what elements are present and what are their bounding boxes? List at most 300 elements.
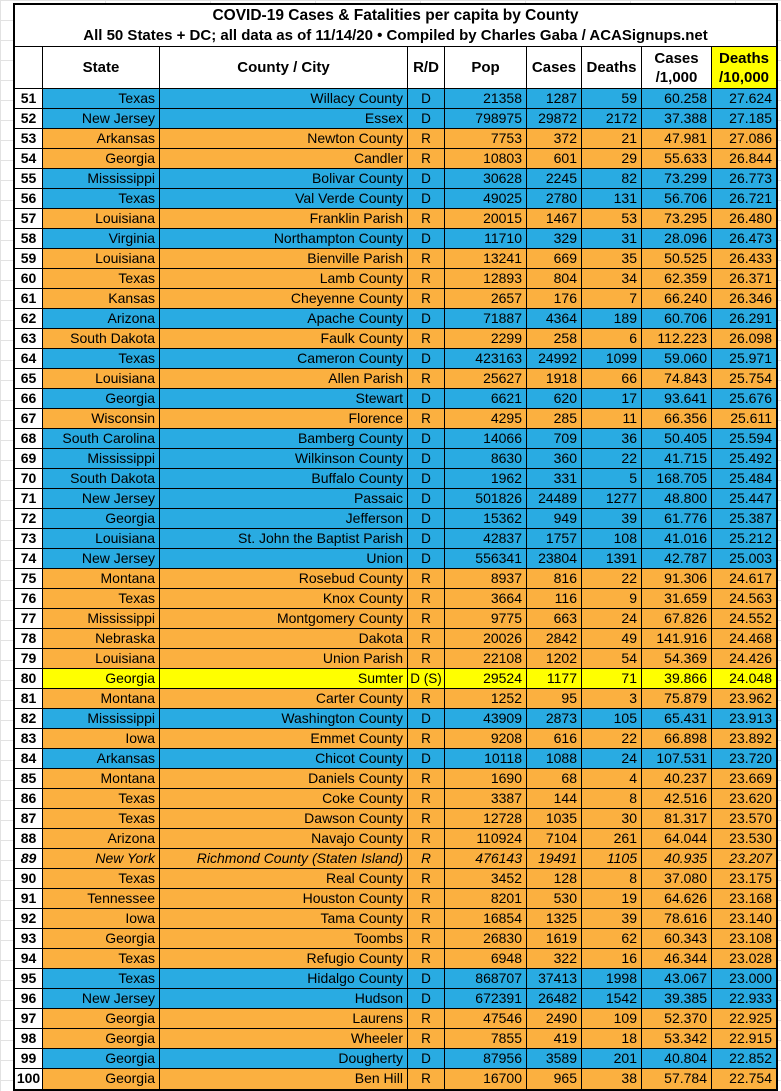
cases-cell: 616 — [527, 729, 582, 749]
row-number-cell: 78 — [15, 629, 43, 649]
row-number-cell: 74 — [15, 549, 43, 569]
state-cell: Texas — [43, 949, 160, 969]
row-number-cell: 58 — [15, 229, 43, 249]
cases-per-1000-cell: 47.981 — [642, 129, 712, 149]
county-cell: Real County — [160, 869, 408, 889]
pop-cell: 12728 — [445, 809, 527, 829]
county-cell: Willacy County — [160, 89, 408, 109]
deaths-per-10000-cell: 26.480 — [712, 209, 776, 229]
pop-cell: 6621 — [445, 389, 527, 409]
state-cell: South Dakota — [43, 469, 160, 489]
pop-cell: 30628 — [445, 169, 527, 189]
row-number-cell: 65 — [15, 369, 43, 389]
cases-cell: 1202 — [527, 649, 582, 669]
county-cell: Laurens — [160, 1009, 408, 1029]
party-cell: D — [408, 189, 445, 209]
table-row — [15, 369, 776, 389]
party-cell: D — [408, 749, 445, 769]
party-cell: D — [408, 709, 445, 729]
county-cell: Knox County — [160, 589, 408, 609]
cases-per-1000-cell: 75.879 — [642, 689, 712, 709]
pop-cell: 13241 — [445, 249, 527, 269]
pop-cell: 12893 — [445, 269, 527, 289]
table-row — [15, 969, 776, 989]
county-cell: Dougherty — [160, 1049, 408, 1069]
party-cell: D — [408, 989, 445, 1009]
party-cell: D — [408, 489, 445, 509]
cases-cell: 2245 — [527, 169, 582, 189]
row-number-cell: 75 — [15, 569, 43, 589]
party-cell: D (S) — [408, 669, 445, 689]
cases-cell: 360 — [527, 449, 582, 469]
table-row — [15, 109, 776, 129]
pop-cell: 4295 — [445, 409, 527, 429]
party-cell: D — [408, 549, 445, 569]
cases-cell: 322 — [527, 949, 582, 969]
state-cell: Georgia — [43, 149, 160, 169]
deaths-cell: 2172 — [582, 109, 642, 129]
cases-cell: 37413 — [527, 969, 582, 989]
county-cell: St. John the Baptist Parish — [160, 529, 408, 549]
deaths-cell: 31 — [582, 229, 642, 249]
cases-per-1000-cell: 66.356 — [642, 409, 712, 429]
cases-per-1000-cell: 40.935 — [642, 849, 712, 869]
deaths-cell: 30 — [582, 809, 642, 829]
cases-per-1000-cell: 54.369 — [642, 649, 712, 669]
table-row — [15, 589, 776, 609]
deaths-per-10000-cell: 23.570 — [712, 809, 776, 829]
table-row — [15, 89, 776, 109]
county-cell: Dakota — [160, 629, 408, 649]
cases-cell: 258 — [527, 329, 582, 349]
cases-cell: 29872 — [527, 109, 582, 129]
row-number-cell: 52 — [15, 109, 43, 129]
cases-per-1000-cell: 50.525 — [642, 249, 712, 269]
state-cell: Texas — [43, 269, 160, 289]
pop-cell: 43909 — [445, 709, 527, 729]
cases-cell: 804 — [527, 269, 582, 289]
cases-cell: 24992 — [527, 349, 582, 369]
row-number-cell: 69 — [15, 449, 43, 469]
cases-cell: 7104 — [527, 829, 582, 849]
cases-cell: 372 — [527, 129, 582, 149]
row-number-cell: 68 — [15, 429, 43, 449]
table-row — [15, 709, 776, 729]
county-cell: Hudson — [160, 989, 408, 1009]
table-row — [15, 609, 776, 629]
cases-per-1000-cell: 73.299 — [642, 169, 712, 189]
county-cell: Wheeler — [160, 1029, 408, 1049]
deaths-cell: 22 — [582, 449, 642, 469]
pop-cell: 2657 — [445, 289, 527, 309]
party-cell: R — [408, 369, 445, 389]
deaths-per-10000-cell: 23.168 — [712, 889, 776, 909]
row-number-cell: 91 — [15, 889, 43, 909]
county-cell: Apache County — [160, 309, 408, 329]
header-deaths-per-10000-line1: Deaths — [718, 49, 770, 67]
county-cell: Emmet County — [160, 729, 408, 749]
table-row — [15, 509, 776, 529]
row-number-cell: 76 — [15, 589, 43, 609]
row-number-cell: 96 — [15, 989, 43, 1009]
county-cell: Tama County — [160, 909, 408, 929]
deaths-per-10000-cell: 26.473 — [712, 229, 776, 249]
table-row — [15, 729, 776, 749]
state-cell: Montana — [43, 689, 160, 709]
row-number-cell: 59 — [15, 249, 43, 269]
party-cell: R — [408, 329, 445, 349]
pop-cell: 501826 — [445, 489, 527, 509]
cases-cell: 2780 — [527, 189, 582, 209]
cases-per-1000-cell: 39.866 — [642, 669, 712, 689]
county-cell: Buffalo County — [160, 469, 408, 489]
deaths-per-10000-cell: 22.852 — [712, 1049, 776, 1069]
deaths-per-10000-cell: 25.611 — [712, 409, 776, 429]
deaths-per-10000-cell: 27.624 — [712, 89, 776, 109]
pop-cell: 29524 — [445, 669, 527, 689]
cases-cell: 116 — [527, 589, 582, 609]
deaths-cell: 39 — [582, 909, 642, 929]
cases-per-1000-cell: 42.787 — [642, 549, 712, 569]
pop-cell: 16854 — [445, 909, 527, 929]
table-row — [15, 149, 776, 169]
cases-per-1000-cell: 60.706 — [642, 309, 712, 329]
deaths-per-10000-cell: 23.175 — [712, 869, 776, 889]
county-cell: Val Verde County — [160, 189, 408, 209]
deaths-per-10000-cell: 26.844 — [712, 149, 776, 169]
party-cell: R — [408, 1009, 445, 1029]
party-cell: R — [408, 1069, 445, 1089]
cases-cell: 2842 — [527, 629, 582, 649]
cases-per-1000-cell: 40.237 — [642, 769, 712, 789]
state-cell: Arkansas — [43, 129, 160, 149]
state-cell: Georgia — [43, 1009, 160, 1029]
pop-cell: 6948 — [445, 949, 527, 969]
cases-cell: 1088 — [527, 749, 582, 769]
table-title-box — [15, 5, 776, 47]
deaths-cell: 36 — [582, 429, 642, 449]
deaths-per-10000-cell: 25.492 — [712, 449, 776, 469]
deaths-cell: 3 — [582, 689, 642, 709]
cases-per-1000-cell: 62.359 — [642, 269, 712, 289]
cases-per-1000-cell: 39.385 — [642, 989, 712, 1009]
table-row — [15, 629, 776, 649]
table-row — [15, 529, 776, 549]
pop-cell: 2299 — [445, 329, 527, 349]
deaths-cell: 29 — [582, 149, 642, 169]
row-number-cell: 79 — [15, 649, 43, 669]
deaths-cell: 1542 — [582, 989, 642, 1009]
pop-cell: 20015 — [445, 209, 527, 229]
state-cell: Texas — [43, 969, 160, 989]
header-pop: Pop — [445, 47, 527, 89]
deaths-per-10000-cell: 26.098 — [712, 329, 776, 349]
header-deaths: Deaths — [582, 47, 642, 89]
party-cell: R — [408, 649, 445, 669]
deaths-per-10000-cell: 23.530 — [712, 829, 776, 849]
county-cell: Northampton County — [160, 229, 408, 249]
row-number-cell: 57 — [15, 209, 43, 229]
deaths-per-10000-cell: 23.669 — [712, 769, 776, 789]
cases-cell: 1757 — [527, 529, 582, 549]
deaths-per-10000-cell: 25.484 — [712, 469, 776, 489]
cases-cell: 23804 — [527, 549, 582, 569]
pop-cell: 556341 — [445, 549, 527, 569]
cases-cell: 1467 — [527, 209, 582, 229]
state-cell: Montana — [43, 769, 160, 789]
cases-per-1000-cell: 28.096 — [642, 229, 712, 249]
cases-per-1000-cell: 168.705 — [642, 469, 712, 489]
deaths-per-10000-cell: 23.720 — [712, 749, 776, 769]
cases-cell: 68 — [527, 769, 582, 789]
party-cell: D — [408, 1049, 445, 1069]
cases-per-1000-cell: 31.659 — [642, 589, 712, 609]
row-number-cell: 84 — [15, 749, 43, 769]
row-number-cell: 73 — [15, 529, 43, 549]
deaths-cell: 7 — [582, 289, 642, 309]
county-cell: Dawson County — [160, 809, 408, 829]
deaths-cell: 261 — [582, 829, 642, 849]
party-cell: R — [408, 829, 445, 849]
state-cell: New Jersey — [43, 549, 160, 569]
county-cell: Stewart — [160, 389, 408, 409]
state-cell: Texas — [43, 349, 160, 369]
deaths-per-10000-cell: 26.433 — [712, 249, 776, 269]
party-cell: R — [408, 809, 445, 829]
county-cell: Wilkinson County — [160, 449, 408, 469]
pop-cell: 423163 — [445, 349, 527, 369]
cases-cell: 95 — [527, 689, 582, 709]
cases-per-1000-cell: 61.776 — [642, 509, 712, 529]
row-number-cell: 89 — [15, 849, 43, 869]
cases-per-1000-cell: 81.317 — [642, 809, 712, 829]
party-cell: R — [408, 849, 445, 869]
deaths-cell: 1099 — [582, 349, 642, 369]
county-cell: Cameron County — [160, 349, 408, 369]
table-row — [15, 349, 776, 369]
row-number-cell: 81 — [15, 689, 43, 709]
party-cell: D — [408, 229, 445, 249]
deaths-cell: 39 — [582, 509, 642, 529]
deaths-cell: 131 — [582, 189, 642, 209]
table-row — [15, 949, 776, 969]
party-cell: D — [408, 89, 445, 109]
spreadsheet-table — [13, 3, 778, 1091]
county-cell: Navajo County — [160, 829, 408, 849]
deaths-cell: 71 — [582, 669, 642, 689]
county-cell: Bienville Parish — [160, 249, 408, 269]
row-number-cell: 54 — [15, 149, 43, 169]
row-number-cell: 82 — [15, 709, 43, 729]
state-cell: New York — [43, 849, 160, 869]
party-cell: D — [408, 449, 445, 469]
cases-per-1000-cell: 37.080 — [642, 869, 712, 889]
county-cell: Union Parish — [160, 649, 408, 669]
party-cell: D — [408, 529, 445, 549]
cases-cell: 1035 — [527, 809, 582, 829]
deaths-per-10000-cell: 23.620 — [712, 789, 776, 809]
deaths-cell: 22 — [582, 729, 642, 749]
party-cell: R — [408, 769, 445, 789]
cases-cell: 1177 — [527, 669, 582, 689]
party-cell: D — [408, 969, 445, 989]
deaths-per-10000-cell: 23.028 — [712, 949, 776, 969]
county-cell: Toombs — [160, 929, 408, 949]
party-cell: R — [408, 269, 445, 289]
state-cell: Louisiana — [43, 529, 160, 549]
deaths-per-10000-cell: 25.594 — [712, 429, 776, 449]
cases-per-1000-cell: 46.344 — [642, 949, 712, 969]
cases-per-1000-cell: 50.405 — [642, 429, 712, 449]
pop-cell: 8630 — [445, 449, 527, 469]
table-row — [15, 689, 776, 709]
table-row — [15, 569, 776, 589]
header-cases-per-1000-line1: Cases — [654, 49, 699, 67]
table-row — [15, 549, 776, 569]
table-row — [15, 749, 776, 769]
cases-per-1000-cell: 78.616 — [642, 909, 712, 929]
table-row — [15, 269, 776, 289]
state-cell: Louisiana — [43, 249, 160, 269]
table-row — [15, 929, 776, 949]
party-cell: R — [408, 209, 445, 229]
cases-per-1000-cell: 107.531 — [642, 749, 712, 769]
table-row — [15, 809, 776, 829]
county-cell: Essex — [160, 109, 408, 129]
county-cell: Lamb County — [160, 269, 408, 289]
state-cell: Arkansas — [43, 749, 160, 769]
state-cell: South Carolina — [43, 429, 160, 449]
cases-cell: 285 — [527, 409, 582, 429]
pop-cell: 49025 — [445, 189, 527, 209]
county-cell: Candler — [160, 149, 408, 169]
row-number-cell: 53 — [15, 129, 43, 149]
cases-per-1000-cell: 52.370 — [642, 1009, 712, 1029]
county-cell: Bamberg County — [160, 429, 408, 449]
deaths-per-10000-cell: 23.000 — [712, 969, 776, 989]
cases-per-1000-cell: 42.516 — [642, 789, 712, 809]
county-cell: Richmond County (Staten Island) — [160, 849, 408, 869]
cases-cell: 965 — [527, 1069, 582, 1089]
pop-cell: 15362 — [445, 509, 527, 529]
table-row — [15, 449, 776, 469]
row-number-cell: 87 — [15, 809, 43, 829]
deaths-cell: 11 — [582, 409, 642, 429]
county-cell: Cheyenne County — [160, 289, 408, 309]
deaths-cell: 1105 — [582, 849, 642, 869]
cases-cell: 1325 — [527, 909, 582, 929]
deaths-per-10000-cell: 24.552 — [712, 609, 776, 629]
table-row — [15, 1029, 776, 1049]
header-cases-per-1000-line2: /1,000 — [655, 68, 698, 86]
party-cell: R — [408, 929, 445, 949]
table-row — [15, 909, 776, 929]
header-row-number — [15, 47, 43, 89]
party-cell: D — [408, 389, 445, 409]
party-cell: R — [408, 869, 445, 889]
cases-per-1000-cell: 60.258 — [642, 89, 712, 109]
cases-per-1000-cell: 41.016 — [642, 529, 712, 549]
state-cell: Georgia — [43, 669, 160, 689]
pop-cell: 110924 — [445, 829, 527, 849]
cases-cell: 419 — [527, 1029, 582, 1049]
deaths-per-10000-cell: 22.925 — [712, 1009, 776, 1029]
header-rd: R/D — [408, 47, 445, 89]
pop-cell: 71887 — [445, 309, 527, 329]
table-row — [15, 649, 776, 669]
deaths-per-10000-cell: 26.721 — [712, 189, 776, 209]
pop-cell: 26830 — [445, 929, 527, 949]
deaths-per-10000-cell: 26.371 — [712, 269, 776, 289]
pop-cell: 3387 — [445, 789, 527, 809]
cases-cell: 26482 — [527, 989, 582, 1009]
deaths-per-10000-cell: 25.387 — [712, 509, 776, 529]
deaths-per-10000-cell: 25.754 — [712, 369, 776, 389]
party-cell: D — [408, 309, 445, 329]
deaths-per-10000-cell: 22.754 — [712, 1069, 776, 1089]
cases-per-1000-cell: 64.626 — [642, 889, 712, 909]
deaths-per-10000-cell: 24.468 — [712, 629, 776, 649]
row-number-cell: 90 — [15, 869, 43, 889]
table-row — [15, 429, 776, 449]
cases-per-1000-cell: 67.826 — [642, 609, 712, 629]
party-cell: R — [408, 289, 445, 309]
row-number-cell: 55 — [15, 169, 43, 189]
party-cell: R — [408, 569, 445, 589]
row-number-cell: 95 — [15, 969, 43, 989]
county-cell: Newton County — [160, 129, 408, 149]
cases-per-1000-cell: 56.706 — [642, 189, 712, 209]
deaths-per-10000-cell: 25.447 — [712, 489, 776, 509]
state-cell: Georgia — [43, 509, 160, 529]
pop-cell: 14066 — [445, 429, 527, 449]
county-cell: Montgomery County — [160, 609, 408, 629]
row-number-cell: 63 — [15, 329, 43, 349]
deaths-cell: 5 — [582, 469, 642, 489]
state-cell: Texas — [43, 189, 160, 209]
table-row — [15, 389, 776, 409]
cases-per-1000-cell: 66.898 — [642, 729, 712, 749]
deaths-per-10000-cell: 25.212 — [712, 529, 776, 549]
header-state: State — [43, 47, 160, 89]
pop-cell: 1962 — [445, 469, 527, 489]
row-number-cell: 64 — [15, 349, 43, 369]
row-number-cell: 61 — [15, 289, 43, 309]
pop-cell: 47546 — [445, 1009, 527, 1029]
party-cell: R — [408, 589, 445, 609]
pop-cell: 9775 — [445, 609, 527, 629]
pop-cell: 20026 — [445, 629, 527, 649]
pop-cell: 7753 — [445, 129, 527, 149]
table-row — [15, 169, 776, 189]
deaths-cell: 4 — [582, 769, 642, 789]
pop-cell: 1252 — [445, 689, 527, 709]
party-cell: D — [408, 429, 445, 449]
state-cell: Texas — [43, 89, 160, 109]
cases-cell: 331 — [527, 469, 582, 489]
cases-per-1000-cell: 66.240 — [642, 289, 712, 309]
row-number-cell: 70 — [15, 469, 43, 489]
table-row — [15, 1009, 776, 1029]
deaths-cell: 24 — [582, 609, 642, 629]
deaths-cell: 8 — [582, 789, 642, 809]
state-cell: Texas — [43, 809, 160, 829]
deaths-per-10000-cell: 27.185 — [712, 109, 776, 129]
deaths-per-10000-cell: 23.140 — [712, 909, 776, 929]
cases-per-1000-cell: 65.431 — [642, 709, 712, 729]
row-number-cell: 94 — [15, 949, 43, 969]
row-number-cell: 88 — [15, 829, 43, 849]
